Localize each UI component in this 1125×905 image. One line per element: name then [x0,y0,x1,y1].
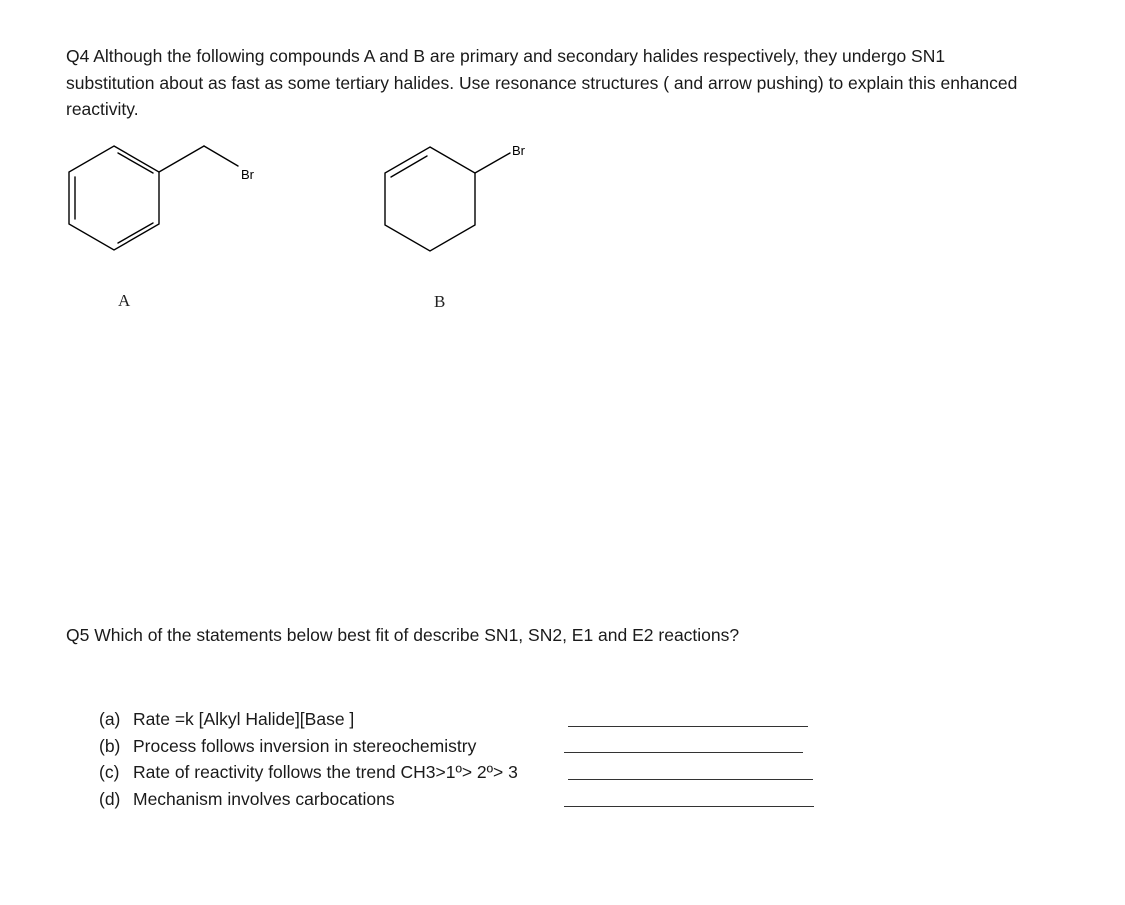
option-text: Rate of reactivity follows the trend CH3>1º> 2º> 3 [133,762,518,782]
compound-a-br-label: Br [241,167,254,182]
option-letter: (a) [99,709,121,729]
option-d [99,786,569,813]
answer-blank-d[interactable] [564,806,814,807]
compound-b-caption: B [434,292,446,311]
compound-b-br-label: Br [512,143,525,158]
question-5-text: Q5 Which of the statements below best fit of describe SN1, SN2, E1 and E2 reactions? [66,625,740,645]
question-4-text: Q4 Although the following compounds A and B are primary and secondary halides respectively, they undergo SN1 substitution about as fast as some tertiary halides. Use resonance structures ( and arrow pushing) to explain this enhanced reactivity. [66,46,1018,119]
option-c [99,759,569,786]
option-letter: (c) [99,762,120,782]
compound-a-structure [69,146,238,250]
answer-blank-a[interactable] [568,726,808,727]
option-a [99,706,569,733]
option-text: Process follows inversion in stereochemistry [133,735,477,756]
answer-blank-b[interactable] [564,752,803,753]
compound-a-caption: A [118,291,131,310]
option-b [99,733,569,760]
options-list [99,706,569,812]
option-text: Mechanism involves carbocations [133,788,395,809]
answer-blank-c[interactable] [568,779,813,780]
option-letter: (d) [99,788,121,809]
compound-b-structure [385,147,510,251]
option-text: Rate =k [Alkyl Halide][Base ] [133,709,355,729]
chemical-structures [0,0,1125,340]
option-letter: (b) [99,735,121,756]
